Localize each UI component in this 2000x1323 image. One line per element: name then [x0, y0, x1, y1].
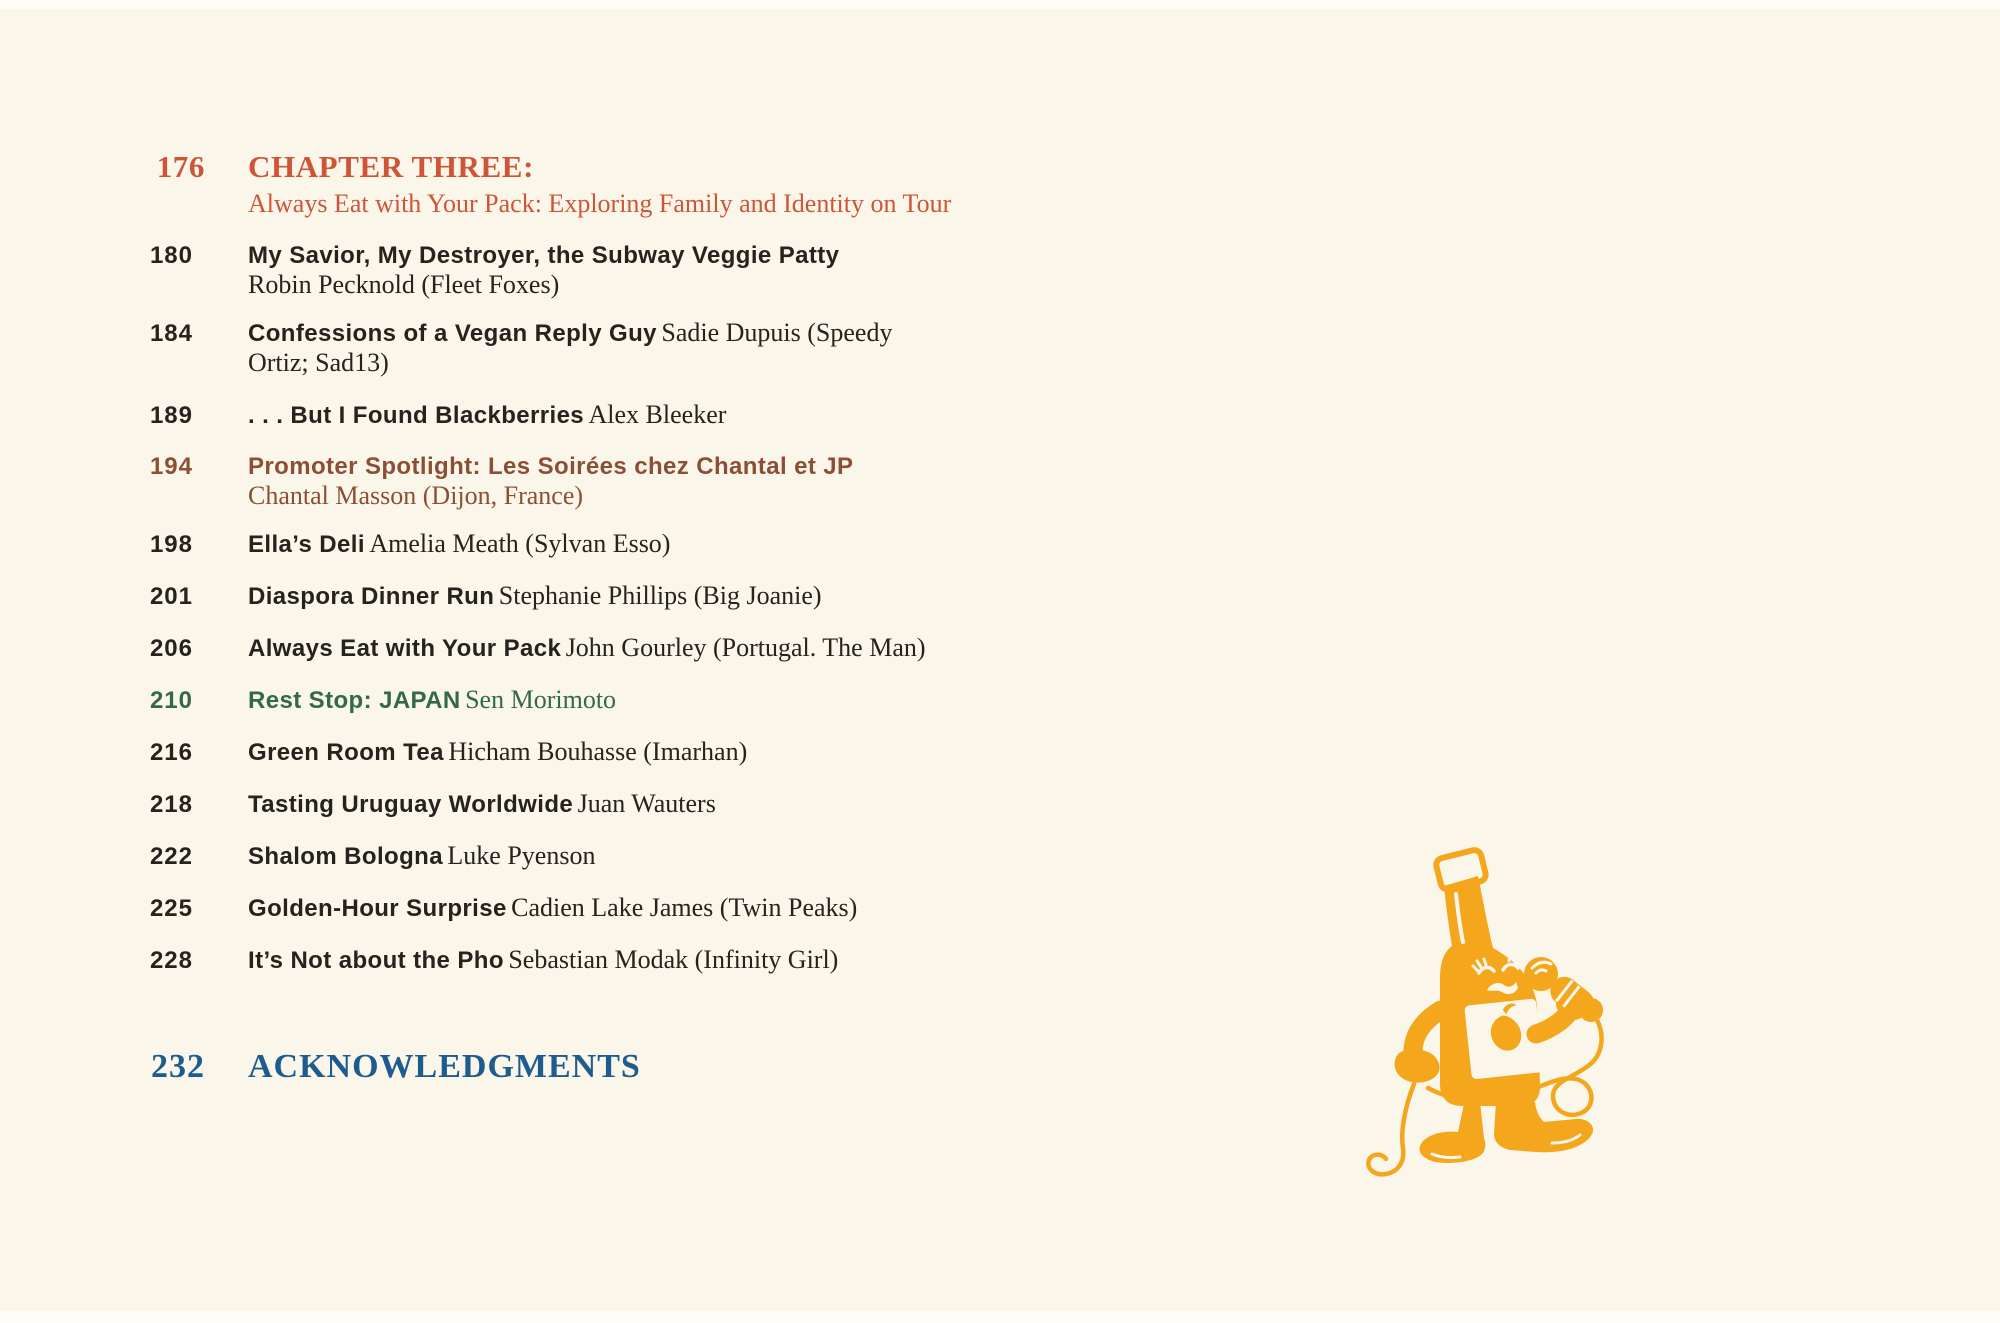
toc-entry-title: It’s Not about the Pho — [248, 947, 504, 974]
toc-entry-text — [248, 320, 938, 380]
toc-entry-text — [248, 583, 938, 613]
toc-entry-title: Golden-Hour Surprise — [248, 895, 507, 922]
toc-entry-216 — [0, 739, 960, 769]
toc-entry-contributor: Alex Bleeker — [588, 400, 727, 429]
toc-entry-page-number: 228 — [149, 947, 193, 974]
acknowledgments-page-number: 232 — [151, 1048, 205, 1085]
toc-entry-text — [248, 402, 938, 432]
toc-entry-contributor: Sebastian Modak (Infinity Girl) — [508, 945, 839, 974]
bottle-cap — [1435, 849, 1487, 891]
toc-entry-page-number: 198 — [149, 531, 193, 558]
toc-entry-title: Shalom Bologna — [248, 843, 443, 870]
toc-entry-page-number: 222 — [149, 843, 193, 870]
toc-entry-page-number: 201 — [149, 583, 193, 610]
toc-entry-contributor: John Gourley (Portugal. The Man) — [565, 633, 926, 662]
toc-entry-189 — [0, 402, 960, 432]
toc-entry-title: My Savior, My Destroyer, the Subway Veggie Patty — [248, 242, 840, 269]
left-arm — [1395, 1010, 1441, 1083]
toc-entry-page-number: 206 — [149, 635, 193, 662]
toc-entry-contributor: Robin Pecknold (Fleet Foxes) — [248, 270, 560, 299]
chapter-subtitle-row — [0, 189, 960, 219]
chapter-heading-row — [0, 148, 960, 186]
toc-entry-198 — [0, 531, 960, 561]
toc-entry-194 — [0, 454, 960, 509]
toc-entry-page-number: 184 — [149, 320, 193, 347]
toc-entry-text — [248, 843, 938, 873]
toc-entry-text — [248, 635, 938, 665]
singing-hot-sauce-bottle-illustration — [1340, 840, 1670, 1200]
toc-entry-contributor: Cadien Lake James (Twin Peaks) — [511, 893, 858, 922]
toc-entry-184 — [0, 320, 960, 380]
boots — [1420, 1102, 1594, 1163]
toc-entry-page-number: 189 — [149, 402, 193, 429]
toc-entry-180 — [0, 243, 960, 298]
chapter-page-number: 176 — [156, 149, 205, 184]
toc-entry-title: Ella’s Deli — [248, 531, 365, 558]
toc-entry-contributor: Juan Wauters — [577, 789, 716, 818]
toc-entry-text — [248, 791, 938, 821]
toc-entry-contributor: Chantal Masson (Dijon, France) — [248, 481, 584, 510]
toc-entry-page-number: 180 — [149, 242, 193, 269]
toc-entry-title: Confessions of a Vegan Reply Guy — [248, 320, 657, 347]
toc-entry-title: Diaspora Dinner Run — [248, 583, 495, 610]
toc-entry-text — [248, 947, 938, 977]
toc-entry-title: Tasting Uruguay Worldwide — [248, 791, 574, 818]
toc-entry-contributor: Stephanie Phillips (Big Joanie) — [498, 581, 822, 610]
toc-entry-page-number: 194 — [149, 453, 193, 480]
toc-entry-210 — [0, 687, 960, 717]
toc-entry-title: . . . But I Found Blackberries — [248, 402, 585, 429]
toc-entry-text — [248, 454, 938, 509]
toc-entry-206 — [0, 635, 960, 665]
page-edge-bottom — [0, 1311, 2000, 1323]
toc-entry-222 — [0, 843, 960, 873]
acknowledgments-row — [0, 1045, 960, 1089]
toc-entry-list — [0, 243, 960, 977]
chapter-subtitle: Always Eat with Your Pack: Exploring Family and Identity on Tour — [248, 189, 952, 218]
toc-entry-contributor: Sadie Dupuis (Speedy Ortiz; Sad13) — [248, 318, 893, 377]
table-of-contents — [0, 148, 960, 1089]
toc-entry-218 — [0, 791, 960, 821]
toc-entry-text — [248, 243, 938, 298]
toc-entry-page-number: 225 — [149, 895, 193, 922]
toc-entry-title: Always Eat with Your Pack — [248, 635, 562, 662]
toc-entry-228 — [0, 947, 960, 977]
toc-entry-contributor: Luke Pyenson — [447, 841, 596, 870]
toc-entry-page-number: 218 — [149, 791, 193, 818]
acknowledgments-title: ACKNOWLEDGMENTS — [248, 1048, 641, 1085]
toc-entry-page-number: 216 — [149, 739, 193, 766]
toc-entry-225 — [0, 895, 960, 925]
toc-entry-text — [248, 687, 938, 717]
toc-entry-text — [248, 895, 938, 925]
toc-entry-title: Promoter Spotlight: Les Soirées chez Chantal et JP — [248, 453, 854, 480]
toc-entry-page-number: 210 — [149, 687, 193, 714]
toc-entry-contributor: Hicham Bouhasse (Imarhan) — [448, 737, 748, 766]
page-edge-top — [0, 0, 2000, 9]
toc-entry-title: Green Room Tea — [248, 739, 444, 766]
toc-entry-text — [248, 739, 938, 769]
toc-entry-text — [248, 531, 938, 561]
chapter-heading: CHAPTER THREE: — [248, 149, 535, 184]
toc-entry-contributor: Amelia Meath (Sylvan Esso) — [369, 529, 671, 558]
toc-entry-201 — [0, 583, 960, 613]
toc-entry-title: Rest Stop: JAPAN — [248, 687, 461, 714]
toc-entry-contributor: Sen Morimoto — [465, 685, 617, 714]
